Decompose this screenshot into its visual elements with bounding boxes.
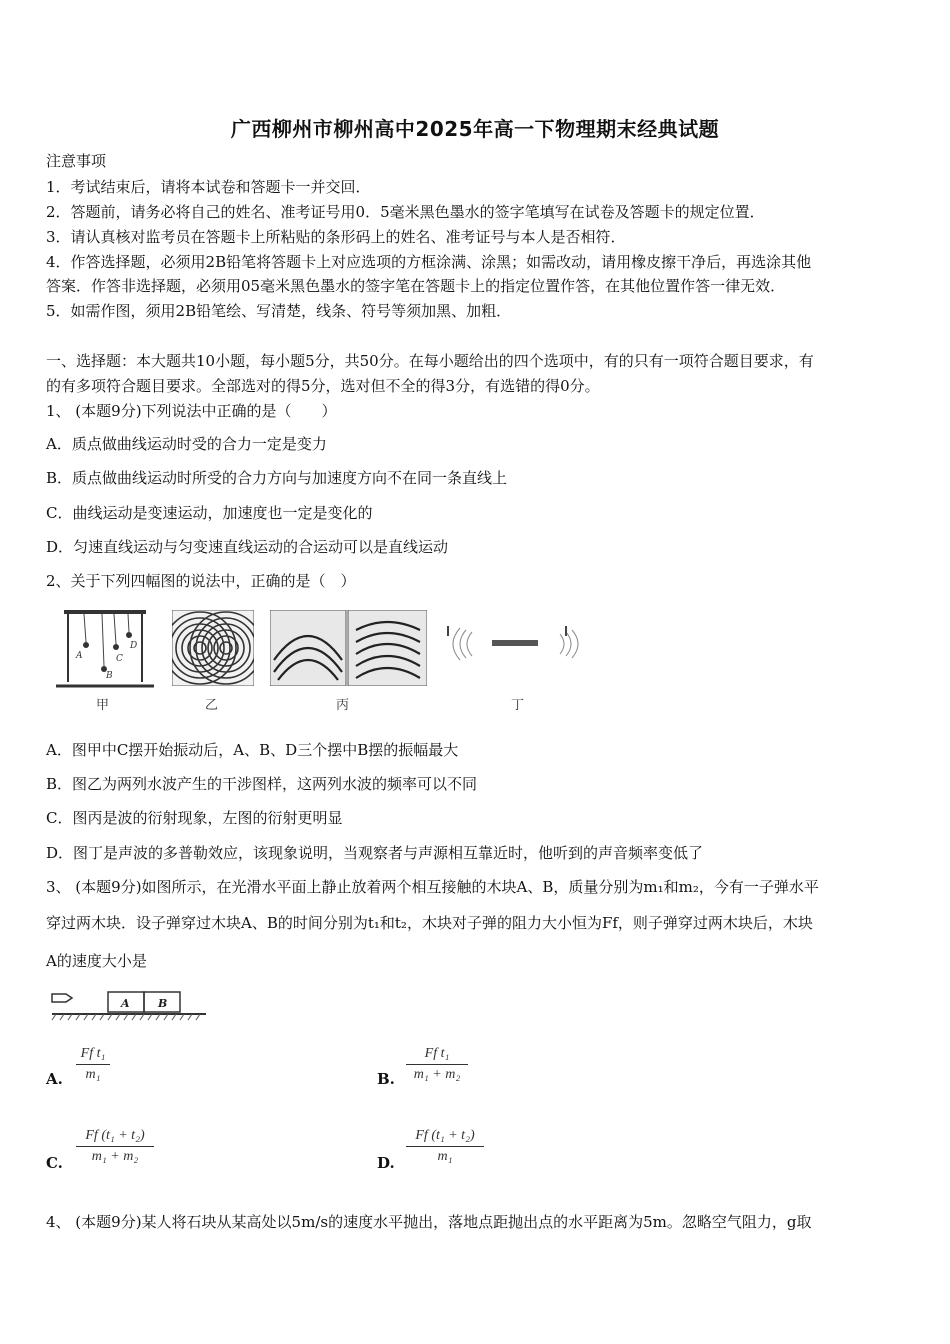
block-label: B: [158, 997, 168, 1010]
pendulum-label: B: [106, 671, 113, 681]
numerator: Ff (t₁ + t₂): [85, 1128, 145, 1143]
question-1-stem: 1、 (本题9分)下列说法中正确的是（ ）: [46, 402, 337, 420]
question-1-option-c: C．曲线运动是变速运动，加速度也一定是变化的: [46, 504, 373, 522]
question-3-option-b-formula: [406, 1046, 468, 1083]
question-3-option-c-label: C.: [46, 1154, 63, 1172]
notice-item: 3．请认真核对监考员在答题卡上所粘贴的条形码上的姓名、准考证号与本人是否相符．: [46, 228, 626, 246]
question-2-option-b: B．图乙为两列水波产生的干涉图样，这两列水波的频率可以不同: [46, 775, 478, 793]
notice-item: 5．如需作图，须用2B铅笔绘、写清楚，线条、符号等须加黑、加粗．: [46, 302, 512, 320]
doppler-figure: [442, 622, 588, 668]
denominator: m₁ + m₂: [91, 1149, 139, 1164]
section-intro: 的有多项符合题目要求。全部选对的得5分，选对但不全的得3分，有选错的得0分。: [46, 377, 600, 395]
numerator: Ff (t₁ + t₂): [415, 1128, 475, 1143]
block-label: A: [121, 997, 130, 1010]
numerator: Ff t₁: [424, 1046, 450, 1061]
question-2-option-c: C．图丙是波的衍射现象，左图的衍射更明显: [46, 809, 343, 827]
notice-heading: 注意事项: [46, 152, 107, 170]
interference-figure: [172, 610, 254, 686]
blocks-figure: [50, 990, 210, 1024]
pendulum-label: D: [130, 641, 138, 651]
diffraction-figure: [270, 610, 427, 686]
question-1-option-b: B．质点做曲线运动时所受的合力方向与加速度方向不在同一条直线上: [46, 469, 508, 487]
notice-item: 4．作答选择题，必须用2B铅笔将答题卡上对应选项的方框涂满、涂黑；如需改动，请用橡皮擦干净后，再选涂其他: [46, 253, 812, 271]
notice-item: 答案．作答非选择题，必须用05毫米黑色墨水的签字笔在答题卡上的指定位置作答，在其他位置作答一律无效．: [46, 277, 786, 295]
question-1-option-a: A．质点做曲线运动时受的合力一定是变力: [46, 435, 327, 453]
question-2-option-a: A．图甲中C摆开始振动后，A、B、D三个摆中B摆的振幅最大: [46, 741, 459, 759]
pendulum-label: C: [116, 654, 123, 664]
notice-item: 2．答题前，请务必将自己的姓名、准考证号用0．5毫米黑色墨水的签字笔填写在试卷及答题卡的规定位置．: [46, 203, 765, 221]
pendulum-label: A: [76, 651, 83, 661]
pendulum-figure: [54, 608, 156, 690]
denominator: m₁: [437, 1149, 453, 1164]
question-2-stem: 2、关于下列四幅图的说法中，正确的是（ ）: [46, 572, 356, 590]
question-1-option-d: D．匀速直线运动与匀变速直线运动的合运动可以是直线运动: [46, 538, 449, 556]
denominator: m₁ + m₂: [413, 1067, 461, 1082]
page-title: 广西柳州市柳州高中2025年高一下物理期末经典试题: [230, 117, 720, 141]
question-3-stem: A的速度大小是: [46, 952, 147, 970]
numerator: Ff t₁: [80, 1046, 106, 1061]
question-3-option-a-formula: [76, 1046, 110, 1083]
notice-item: 1．考试结束后，请将本试卷和答题卡一并交回．: [46, 178, 371, 196]
question-3-option-d-label: D.: [377, 1154, 395, 1172]
section-intro: 一、选择题：本大题共10小题，每小题5分，共50分。在每小题给出的四个选项中，有的只有一项符合题目要求，有: [46, 352, 814, 370]
question-3-stem: 3、 (本题9分)如图所示，在光滑水平面上静止放着两个相互接触的木块A、B，质量分别为m₁和m₂，今有一子弹水平: [46, 878, 819, 896]
figure-caption: 丙: [336, 698, 350, 713]
question-3-option-a-label: A.: [46, 1070, 63, 1088]
question-2-option-d: D．图丁是声波的多普勒效应，该现象说明，当观察者与声源相互靠近时，他听到的声音频率变低了: [46, 844, 704, 862]
denominator: m₁: [85, 1067, 101, 1082]
question-3-stem: 穿过两木块．设子弹穿过木块A、B的时间分别为t₁和t₂，木块对子弹的阻力大小恒为Ff，则子弹穿过两木块后，木块: [46, 914, 813, 932]
question-3-option-c-formula: [76, 1128, 154, 1165]
question-3-option-d-formula: [406, 1128, 484, 1165]
question-3-option-b-label: B.: [377, 1070, 395, 1088]
figure-caption: 乙: [205, 698, 219, 713]
question-4-stem: 4、 (本题9分)某人将石块从某高处以5m/s的速度水平抛出，落地点距抛出点的水平距离为5m。忽略空气阻力，g取: [46, 1213, 812, 1231]
figure-caption: 丁: [511, 698, 525, 713]
figure-caption: 甲: [96, 698, 110, 713]
